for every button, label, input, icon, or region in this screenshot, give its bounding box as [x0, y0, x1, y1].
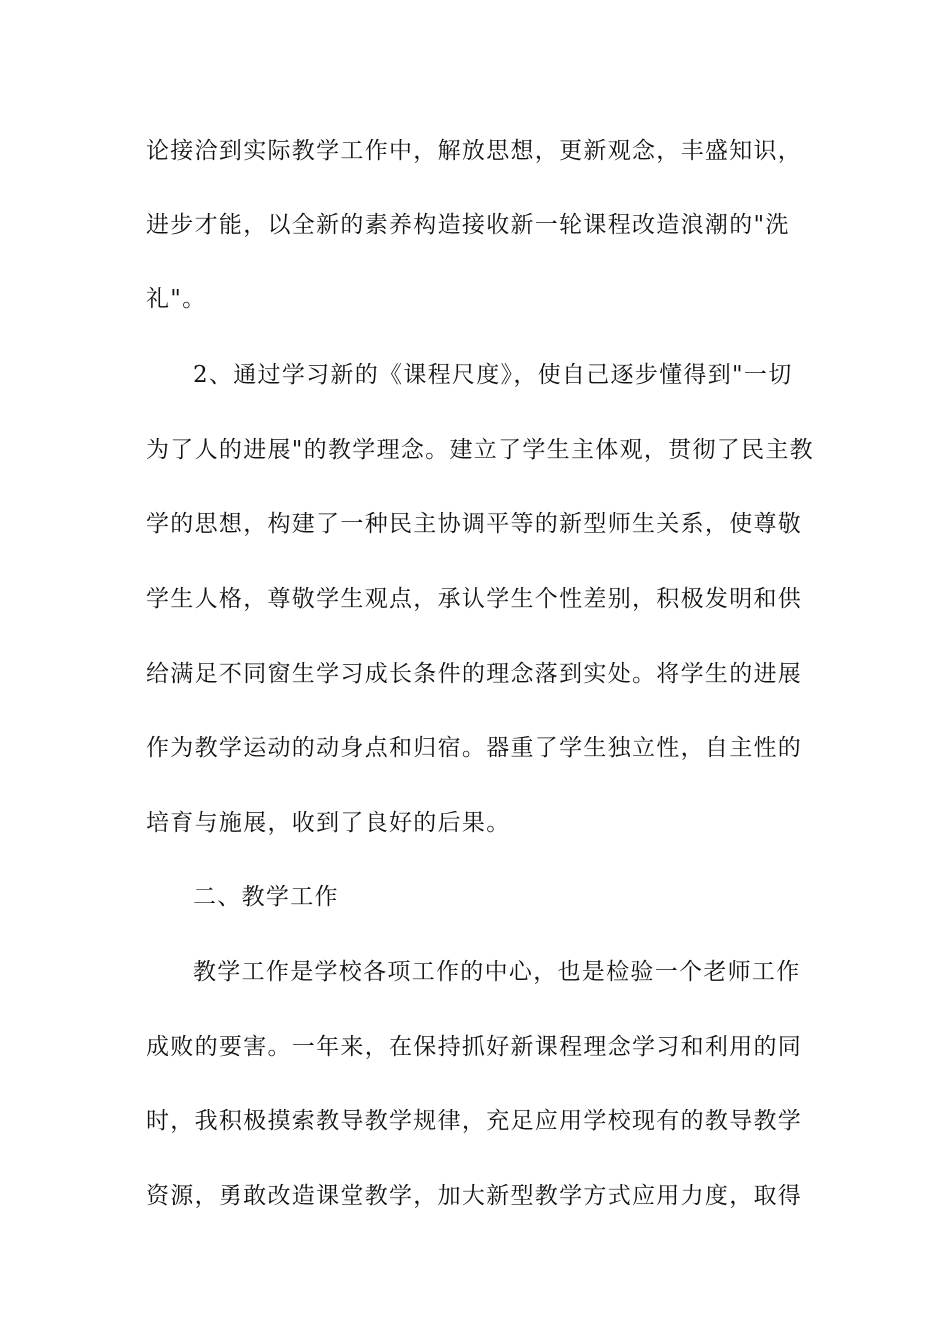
text-line: 时，我积极摸索教导教学规律，充足应用学校现有的教导教学	[146, 1108, 803, 1134]
paragraph-start-line: 2、通过学习新的《课程尺度》，使自己逐步懂得到"一切	[193, 362, 793, 388]
text-line: 学生人格，尊敬学生观点，承认学生个性差别，积极发明和供	[146, 586, 803, 612]
text-line: 给满足不同窗生学习成长条件的理念落到实处。将学生的进展	[146, 661, 803, 687]
text-line: 论接洽到实际教学工作中，解放思想，更新观念，丰盛知识，	[146, 138, 803, 164]
text-line: 为了人的进展"的教学理念。建立了学生主体观，贯彻了民主教	[146, 437, 814, 463]
text-line: 进步才能，以全新的素养构造接收新一轮课程改造浪潮的"洗	[146, 212, 790, 238]
text-line: 礼"。	[146, 286, 207, 312]
text-line: 成败的要害。一年来，在保持抓好新课程理念学习和利用的同	[146, 1034, 803, 1060]
paragraph-start-line: 教学工作是学校各项工作的中心，也是检验一个老师工作	[193, 959, 801, 985]
text-line: 培育与施展，收到了良好的后果。	[146, 810, 511, 836]
text-line: 学的思想，构建了一种民主协调平等的新型师生关系，使尊敬	[146, 511, 803, 537]
text-line: 资源，勇敢改造课堂教学，加大新型教学方式应用力度，取得	[146, 1183, 803, 1209]
section-heading: 二、教学工作	[193, 884, 339, 910]
text-line: 作为教学运动的动身点和归宿。器重了学生独立性，自主性的	[146, 735, 803, 761]
